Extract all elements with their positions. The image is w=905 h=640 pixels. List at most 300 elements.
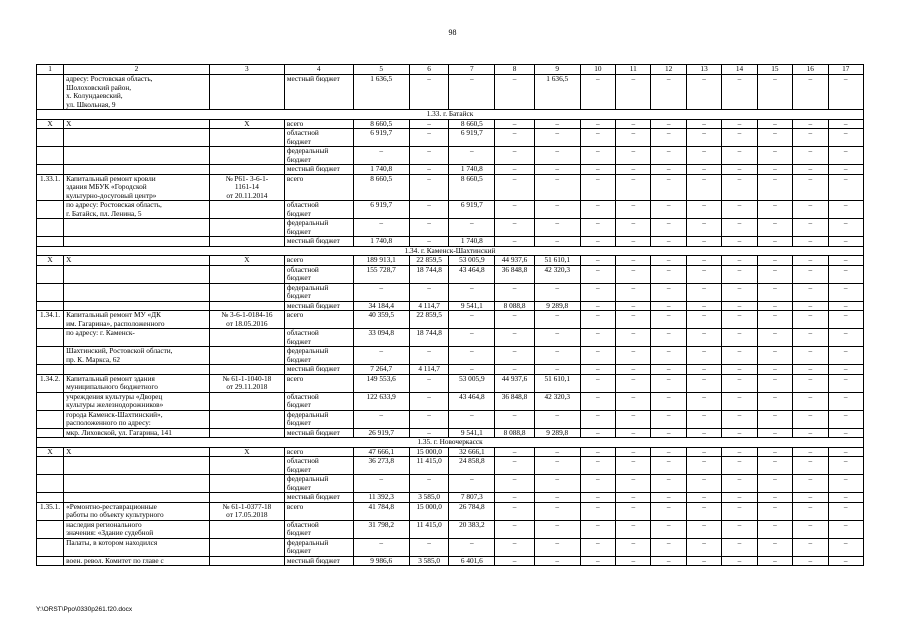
table-cell: № Р61- 3-6-1- 1161-14 от 20.11.2014 xyxy=(209,174,284,201)
table-cell: 20 383,2 xyxy=(449,520,495,538)
table-cell: 34 184,4 xyxy=(353,301,409,311)
table-cell: Х xyxy=(37,256,64,266)
table-cell: – xyxy=(828,119,864,129)
table-cell: – xyxy=(616,265,651,283)
column-number: 10 xyxy=(580,65,615,75)
table-cell: – xyxy=(449,538,495,556)
table-cell: – xyxy=(828,201,864,219)
table-cell: – xyxy=(651,129,686,147)
object-cell: мкр. Лиховской, ул. Гагарина, 141 xyxy=(64,428,210,438)
table-row xyxy=(37,556,864,566)
table-cell: – xyxy=(651,75,686,110)
table-cell: – xyxy=(534,502,580,520)
table-cell: – xyxy=(580,219,615,237)
table-cell: № 3-6-1-0184-16 от 18.05.2016 xyxy=(209,311,284,329)
table-cell xyxy=(209,129,284,147)
table-row xyxy=(37,374,864,392)
table-cell xyxy=(37,538,64,556)
table-cell: – xyxy=(534,520,580,538)
table-row xyxy=(37,475,864,493)
table-cell xyxy=(209,201,284,219)
table-cell: – xyxy=(651,256,686,266)
table-cell: – xyxy=(651,556,686,566)
table-cell: – xyxy=(793,119,828,129)
table-cell: – xyxy=(651,119,686,129)
table-cell: № 61-1-1040-18 от 29.11.2018 xyxy=(209,374,284,392)
table-cell: – xyxy=(651,410,686,428)
table-cell: – xyxy=(722,119,757,129)
table-cell: 6 919,7 xyxy=(353,201,409,219)
column-number: 14 xyxy=(722,65,757,75)
budget-source-cell: всего xyxy=(284,502,353,520)
table-cell: – xyxy=(495,201,535,219)
table-cell: – xyxy=(616,329,651,347)
table-cell: – xyxy=(651,447,686,457)
table-cell: – xyxy=(828,283,864,301)
table-cell: – xyxy=(495,75,535,110)
table-cell: 36 848,8 xyxy=(495,265,535,283)
table-cell: – xyxy=(495,283,535,301)
table-cell xyxy=(37,147,64,165)
table-cell: 44 937,6 xyxy=(495,256,535,266)
table-cell: – xyxy=(686,147,721,165)
table-cell: 6 919,7 xyxy=(449,129,495,147)
table-cell: 44 937,6 xyxy=(495,374,535,392)
table-cell: – xyxy=(651,283,686,301)
budget-source-cell: федеральный бюджет xyxy=(284,147,353,165)
budget-source-cell: федеральный бюджет xyxy=(284,219,353,237)
table-cell: – xyxy=(793,365,828,375)
table-cell: – xyxy=(686,219,721,237)
table-cell: – xyxy=(686,502,721,520)
table-cell: 3 585,0 xyxy=(409,493,449,503)
table-cell: – xyxy=(534,129,580,147)
table-cell: 26 784,8 xyxy=(449,502,495,520)
table-row xyxy=(37,410,864,428)
table-cell: – xyxy=(353,283,409,301)
table-cell: – xyxy=(616,237,651,247)
table-cell: – xyxy=(686,410,721,428)
table-cell: – xyxy=(757,147,792,165)
column-number: 3 xyxy=(209,65,284,75)
table-cell: – xyxy=(828,237,864,247)
table-cell: – xyxy=(651,502,686,520)
table-cell: – xyxy=(495,493,535,503)
table-row xyxy=(37,457,864,475)
column-number: 9 xyxy=(534,65,580,75)
table-cell: – xyxy=(757,347,792,365)
table-cell: 11 415,0 xyxy=(409,520,449,538)
table-cell: – xyxy=(686,329,721,347)
table-cell: – xyxy=(757,301,792,311)
table-cell: – xyxy=(757,428,792,438)
table-cell: 9 541,1 xyxy=(449,301,495,311)
table-cell: – xyxy=(828,520,864,538)
table-cell: – xyxy=(616,475,651,493)
table-cell: – xyxy=(580,301,615,311)
table-cell: – xyxy=(616,520,651,538)
table-cell: 7 264,7 xyxy=(353,365,409,375)
table-cell: – xyxy=(409,410,449,428)
budget-source-cell: областной бюджет xyxy=(284,129,353,147)
table-cell: – xyxy=(757,365,792,375)
budget-source-cell: федеральный бюджет xyxy=(284,347,353,365)
table-cell: 3 585,0 xyxy=(409,556,449,566)
table-cell: – xyxy=(616,147,651,165)
object-cell: воен. револ. Комитет по главе с xyxy=(64,556,210,566)
table-cell: – xyxy=(686,347,721,365)
object-cell xyxy=(64,165,210,175)
table-cell: – xyxy=(651,265,686,283)
table-cell: – xyxy=(353,147,409,165)
table-cell xyxy=(37,301,64,311)
object-cell xyxy=(64,457,210,475)
table-cell: – xyxy=(828,219,864,237)
table-cell: – xyxy=(651,165,686,175)
table-cell: – xyxy=(495,556,535,566)
table-cell: 8 660,5 xyxy=(449,119,495,129)
table-cell: – xyxy=(828,457,864,475)
table-cell: 43 464,8 xyxy=(449,392,495,410)
table-cell: – xyxy=(616,447,651,457)
table-cell: – xyxy=(449,147,495,165)
table-row xyxy=(37,75,864,110)
table-cell: – xyxy=(616,457,651,475)
table-cell xyxy=(209,265,284,283)
table-cell: – xyxy=(722,365,757,375)
table-cell: 40 359,5 xyxy=(353,311,409,329)
table-cell: – xyxy=(616,493,651,503)
table-cell: 36 848,8 xyxy=(495,392,535,410)
table-cell: – xyxy=(828,301,864,311)
table-cell: – xyxy=(722,301,757,311)
object-cell: Х xyxy=(64,119,210,129)
table-cell: – xyxy=(722,165,757,175)
table-cell: – xyxy=(495,365,535,375)
table-cell: – xyxy=(793,520,828,538)
table-cell: – xyxy=(828,174,864,201)
table-cell: – xyxy=(828,475,864,493)
table-cell: Х xyxy=(37,119,64,129)
table-cell: – xyxy=(534,147,580,165)
table-cell: – xyxy=(793,428,828,438)
table-cell xyxy=(209,219,284,237)
table-cell: – xyxy=(534,347,580,365)
table-cell: – xyxy=(616,410,651,428)
table-cell: – xyxy=(580,237,615,247)
table-cell: – xyxy=(722,447,757,457)
table-cell xyxy=(209,237,284,247)
object-cell: Шахтинский, Ростовской области, пр. К. Маркса, 62 xyxy=(64,347,210,365)
table-cell: – xyxy=(495,502,535,520)
object-cell: наследия регионального значения: «Здание судебной xyxy=(64,520,210,538)
budget-source-cell: местный бюджет xyxy=(284,428,353,438)
table-cell: – xyxy=(828,129,864,147)
table-cell: – xyxy=(722,392,757,410)
budget-source-cell: областной бюджет xyxy=(284,329,353,347)
table-row xyxy=(37,520,864,538)
table-cell: 6 401,6 xyxy=(449,556,495,566)
budget-source-cell: областной бюджет xyxy=(284,392,353,410)
table-cell: – xyxy=(495,311,535,329)
table-cell: 42 320,3 xyxy=(534,265,580,283)
table-row xyxy=(37,265,864,283)
table-cell: – xyxy=(409,428,449,438)
column-number: 16 xyxy=(793,65,828,75)
table-cell: – xyxy=(757,538,792,556)
table-cell: – xyxy=(757,256,792,266)
table-cell: 26 919,7 xyxy=(353,428,409,438)
object-cell xyxy=(64,219,210,237)
table-cell: – xyxy=(353,219,409,237)
table-cell: – xyxy=(495,129,535,147)
table-cell: – xyxy=(757,283,792,301)
budget-source-cell: местный бюджет xyxy=(284,75,353,110)
table-cell: – xyxy=(580,147,615,165)
budget-source-cell: всего xyxy=(284,256,353,266)
table-cell: – xyxy=(651,301,686,311)
table-row xyxy=(37,502,864,520)
table-cell: – xyxy=(449,311,495,329)
table-cell: – xyxy=(757,201,792,219)
table-row xyxy=(37,237,864,247)
table-cell: – xyxy=(757,165,792,175)
table-cell: – xyxy=(686,75,721,110)
table-cell: – xyxy=(686,165,721,175)
table-cell xyxy=(37,493,64,503)
table-cell: – xyxy=(534,538,580,556)
table-cell: – xyxy=(757,410,792,428)
table-cell: – xyxy=(757,329,792,347)
table-cell xyxy=(209,428,284,438)
table-cell: – xyxy=(534,237,580,247)
table-cell: – xyxy=(534,457,580,475)
table-cell: – xyxy=(651,392,686,410)
table-cell: – xyxy=(828,329,864,347)
object-cell: Капитальный ремонт МУ «ДК им. Гагарина», расположенного xyxy=(64,311,210,329)
table-cell: – xyxy=(616,283,651,301)
table-row xyxy=(37,329,864,347)
table-cell: – xyxy=(793,410,828,428)
object-cell: Х xyxy=(64,447,210,457)
table-cell: 155 728,7 xyxy=(353,265,409,283)
table-cell: – xyxy=(580,256,615,266)
table-cell: – xyxy=(534,447,580,457)
table-cell: 1.35.1. xyxy=(37,502,64,520)
table-cell: 33 094,8 xyxy=(353,329,409,347)
table-cell: 1.33.1. xyxy=(37,174,64,201)
table-cell: – xyxy=(828,256,864,266)
object-cell: учреждения культуры «Дворец культуры железнодорожников» xyxy=(64,392,210,410)
table-cell: – xyxy=(828,538,864,556)
table-cell: – xyxy=(757,475,792,493)
table-cell: – xyxy=(686,428,721,438)
table-cell: – xyxy=(409,538,449,556)
table-cell: – xyxy=(495,520,535,538)
table-row xyxy=(37,347,864,365)
table-cell: – xyxy=(409,147,449,165)
table-cell: – xyxy=(793,174,828,201)
table-cell: – xyxy=(793,301,828,311)
table-cell: – xyxy=(793,538,828,556)
table-cell: – xyxy=(534,410,580,428)
table-cell: – xyxy=(722,556,757,566)
table-cell: – xyxy=(686,457,721,475)
section-title: 1.34. г. Каменск-Шахтинский xyxy=(37,246,864,256)
table-cell xyxy=(37,392,64,410)
table-cell: – xyxy=(722,219,757,237)
table-cell: – xyxy=(651,219,686,237)
table-cell: – xyxy=(409,75,449,110)
column-number: 13 xyxy=(686,65,721,75)
budget-source-cell: федеральный бюджет xyxy=(284,283,353,301)
table-row xyxy=(37,538,864,556)
table-cell: 1 740,8 xyxy=(353,165,409,175)
table-cell: – xyxy=(449,347,495,365)
table-cell: 18 744,8 xyxy=(409,265,449,283)
table-cell: – xyxy=(534,329,580,347)
table-cell: Х xyxy=(209,119,284,129)
table-cell: – xyxy=(722,201,757,219)
table-cell: – xyxy=(722,410,757,428)
table-cell: – xyxy=(828,147,864,165)
budget-source-cell: областной бюджет xyxy=(284,265,353,283)
page-number: 98 xyxy=(448,28,457,37)
table-cell: – xyxy=(793,392,828,410)
table-cell: – xyxy=(495,457,535,475)
table-cell: – xyxy=(757,457,792,475)
table-cell: – xyxy=(793,283,828,301)
table-cell: – xyxy=(651,201,686,219)
table-cell xyxy=(209,301,284,311)
object-cell: адресу: Ростовская область, Шолоховский район, х. Колундаевский, ул. Школьная, 9 xyxy=(64,75,210,110)
table-cell: 53 005,9 xyxy=(449,256,495,266)
budget-source-cell: всего xyxy=(284,174,353,201)
table-row xyxy=(37,147,864,165)
table-cell: – xyxy=(757,502,792,520)
table-cell: – xyxy=(534,174,580,201)
table-cell: – xyxy=(495,147,535,165)
table-cell: – xyxy=(651,457,686,475)
table-cell: – xyxy=(793,237,828,247)
table-cell: – xyxy=(828,311,864,329)
table-cell: Х xyxy=(209,447,284,457)
table-cell: – xyxy=(757,392,792,410)
table-cell: – xyxy=(793,265,828,283)
table-cell: 9 289,8 xyxy=(534,301,580,311)
table-cell: – xyxy=(793,311,828,329)
table-cell: – xyxy=(686,201,721,219)
table-cell: 1 740,8 xyxy=(353,237,409,247)
table-cell: – xyxy=(757,119,792,129)
table-cell: – xyxy=(793,556,828,566)
table-cell: – xyxy=(793,201,828,219)
table-cell: – xyxy=(722,502,757,520)
table-cell: Х xyxy=(37,447,64,457)
table-cell: – xyxy=(793,147,828,165)
table-cell: – xyxy=(757,237,792,247)
table-cell: – xyxy=(495,119,535,129)
table-cell: – xyxy=(722,283,757,301)
table-cell xyxy=(209,538,284,556)
table-cell: – xyxy=(828,365,864,375)
table-cell: – xyxy=(686,475,721,493)
table-cell: – xyxy=(651,428,686,438)
table-cell: – xyxy=(722,311,757,329)
table-cell: 9 289,8 xyxy=(534,428,580,438)
table-cell: – xyxy=(828,502,864,520)
table-cell: – xyxy=(580,165,615,175)
column-number: 6 xyxy=(409,65,449,75)
table-cell: – xyxy=(580,410,615,428)
table-cell: – xyxy=(353,347,409,365)
column-number: 12 xyxy=(651,65,686,75)
table-cell: – xyxy=(449,75,495,110)
table-cell: – xyxy=(793,165,828,175)
table-cell: – xyxy=(495,475,535,493)
table-cell: – xyxy=(409,347,449,365)
budget-source-cell: местный бюджет xyxy=(284,165,353,175)
table-cell: 22 859,5 xyxy=(409,256,449,266)
table-cell: – xyxy=(616,502,651,520)
table-cell: – xyxy=(409,219,449,237)
section-title: 1.35. г. Новочеркасск xyxy=(37,438,864,448)
table-cell: – xyxy=(580,201,615,219)
table-cell: – xyxy=(409,392,449,410)
object-cell: города Каменск-Шахтинский», расположенного по адресу: xyxy=(64,410,210,428)
table-cell: – xyxy=(651,538,686,556)
table-cell: – xyxy=(580,265,615,283)
object-cell xyxy=(64,237,210,247)
table-cell: – xyxy=(409,374,449,392)
object-cell xyxy=(64,265,210,283)
table-cell: – xyxy=(580,119,615,129)
table-cell: 32 666,1 xyxy=(449,447,495,457)
table-cell: – xyxy=(793,502,828,520)
table-cell: – xyxy=(686,265,721,283)
table-cell: 42 320,3 xyxy=(534,392,580,410)
table-cell: – xyxy=(409,283,449,301)
table-cell: – xyxy=(495,165,535,175)
table-cell: 8 660,5 xyxy=(353,174,409,201)
table-cell xyxy=(209,165,284,175)
table-cell: – xyxy=(534,311,580,329)
table-cell: – xyxy=(722,475,757,493)
column-number-row xyxy=(37,65,864,75)
table-cell: № 61-1-0377-18 от 17.05.2018 xyxy=(209,502,284,520)
table-cell xyxy=(37,283,64,301)
table-cell: – xyxy=(686,311,721,329)
table-cell: – xyxy=(616,119,651,129)
table-cell xyxy=(37,165,64,175)
table-cell: 8 660,5 xyxy=(449,174,495,201)
table-cell: 15 000,0 xyxy=(409,502,449,520)
table-row xyxy=(37,447,864,457)
table-cell: – xyxy=(616,374,651,392)
object-cell xyxy=(64,475,210,493)
table-cell: – xyxy=(353,538,409,556)
table-cell: – xyxy=(651,475,686,493)
table-cell xyxy=(37,237,64,247)
table-cell: – xyxy=(828,265,864,283)
table-cell: – xyxy=(651,311,686,329)
table-cell: – xyxy=(495,237,535,247)
object-cell xyxy=(64,301,210,311)
table-cell xyxy=(209,556,284,566)
object-cell: по адресу: Ростовская область, г. Батайск, пл. Ленина, 5 xyxy=(64,201,210,219)
table-cell: – xyxy=(580,428,615,438)
table-cell: – xyxy=(616,347,651,365)
